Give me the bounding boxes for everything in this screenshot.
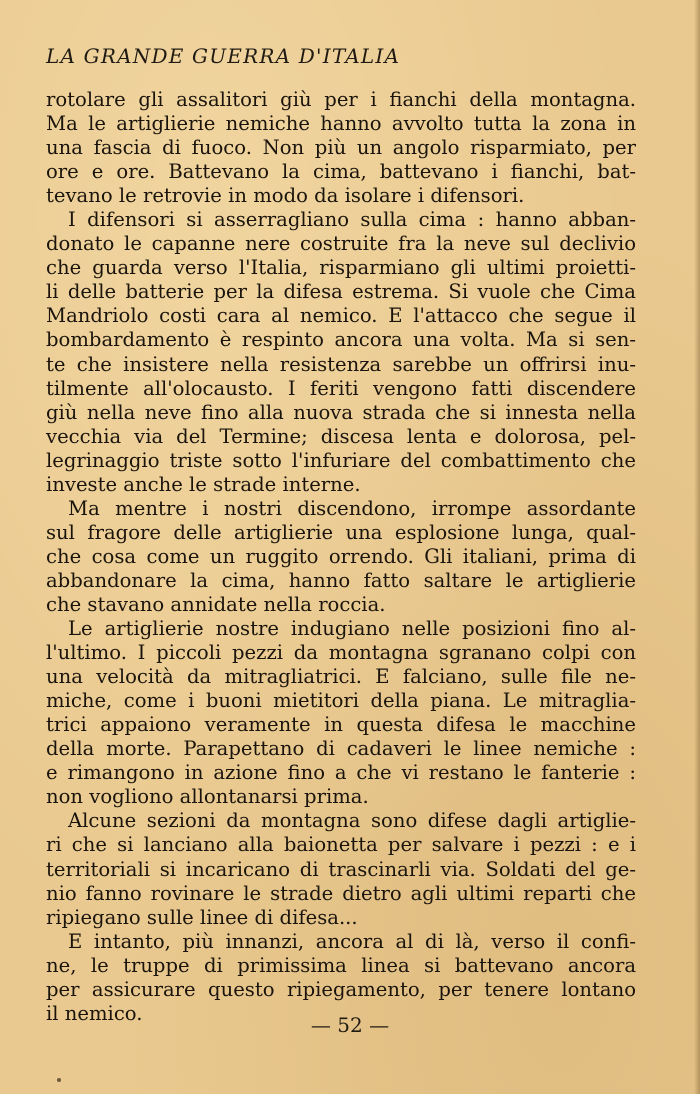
text-line: l'ultimo. I piccoli pezzi da montagna sgranano colpi con xyxy=(46,641,636,665)
text-line: abbandonare la cima, hanno fatto saltare le artiglierie xyxy=(46,568,636,592)
text-line: ne, le truppe di primissima linea si battevano ancora xyxy=(46,953,636,977)
text-line: trici appaiono veramente in questa difesa le macchine xyxy=(46,713,636,737)
text-line: ripiegano sulle linee di difesa... xyxy=(46,905,358,929)
text-line: Alcune sezioni da montagna sono difese dagli artiglie- xyxy=(68,809,636,833)
running-head: LA GRANDE GUERRA D'ITALIA xyxy=(46,44,401,68)
text-line: Ma le artiglierie nemiche hanno avvolto tutta la zona in xyxy=(46,112,636,136)
text-line: una fascia di fuoco. Non più un angolo risparmiato, per xyxy=(46,136,636,160)
page-edge-shadow xyxy=(694,0,700,1094)
text-line: che guarda verso l'Italia, risparmiano gli ultimi proietti- xyxy=(46,256,636,280)
text-line: e rimangono in azione fino a che vi restano le fanterie : xyxy=(46,761,636,785)
text-line: ri che si lanciano alla baionetta per salvare i pezzi : e i xyxy=(46,833,636,857)
text-line: bombardamento è respinto ancora una volta. Ma si sen- xyxy=(46,328,636,352)
text-line: che stavano annidate nella roccia. xyxy=(46,592,386,616)
text-line: una velocità da mitragliatrici. E falciano, sulle file ne- xyxy=(46,665,636,689)
text-line: tilmente all'olocausto. I feriti vengono fatti discendere xyxy=(46,376,636,400)
text-line: I difensori si asserragliano sulla cima : hanno abban- xyxy=(68,208,636,232)
text-line: vecchia via del Termine; discesa lenta e dolorosa, pel- xyxy=(46,424,636,448)
text-line: ore e ore. Battevano la cima, battevano i fianchi, bat- xyxy=(46,160,636,184)
text-line: giù nella neve fino alla nuova strada che si innesta nella xyxy=(46,400,636,424)
text-line: Mandriolo costi cara al nemico. E l'attacco che segue il xyxy=(46,304,636,328)
paper-speck xyxy=(57,1078,61,1082)
text-line: li delle batterie per la difesa estrema. Si vuole che Cima xyxy=(46,280,636,304)
text-line: miche, come i buoni mietitori della piana. Le mitraglia- xyxy=(46,689,636,713)
page-number: — 52 — xyxy=(310,1013,390,1037)
text-line: Ma mentre i nostri discendono, irrompe assordante xyxy=(68,496,636,520)
text-line: territoriali si incaricano di trascinarli via. Soldati del ge- xyxy=(46,857,636,881)
text-line: sul fragore delle artiglierie una esplosione lunga, qual- xyxy=(46,520,636,544)
text-line: investe anche le strade interne. xyxy=(46,472,361,496)
text-line: per assicurare questo ripiegamento, per tenere lontano xyxy=(46,977,636,1001)
text-line: te che insistere nella resistenza sarebbe un offrirsi inu- xyxy=(46,352,636,376)
text-line: Le artiglierie nostre indugiano nelle posizioni fino al- xyxy=(68,617,636,641)
text-line: tevano le retrovie in modo da isolare i difensori. xyxy=(46,184,525,208)
text-line: legrinaggio triste sotto l'infuriare del combattimento che xyxy=(46,448,636,472)
text-line: della morte. Parapettano di cadaveri le linee nemiche : xyxy=(46,737,636,761)
body-text xyxy=(46,88,636,1026)
text-line: che cosa come un ruggito orrendo. Gli italiani, prima di xyxy=(46,544,636,568)
text-line: E intanto, più innanzi, ancora al di là, verso il confi- xyxy=(68,929,636,953)
text-line: rotolare gli assalitori giù per i fianchi della montagna. xyxy=(46,88,636,111)
text-line: nio fanno rovinare le strade dietro agli ultimi reparti che xyxy=(46,881,636,905)
text-line: il nemico. xyxy=(46,1001,143,1025)
text-line: non vogliono allontanarsi prima. xyxy=(46,785,369,809)
text-line: donato le capanne nere costruite fra la neve sul declivio xyxy=(46,232,636,256)
